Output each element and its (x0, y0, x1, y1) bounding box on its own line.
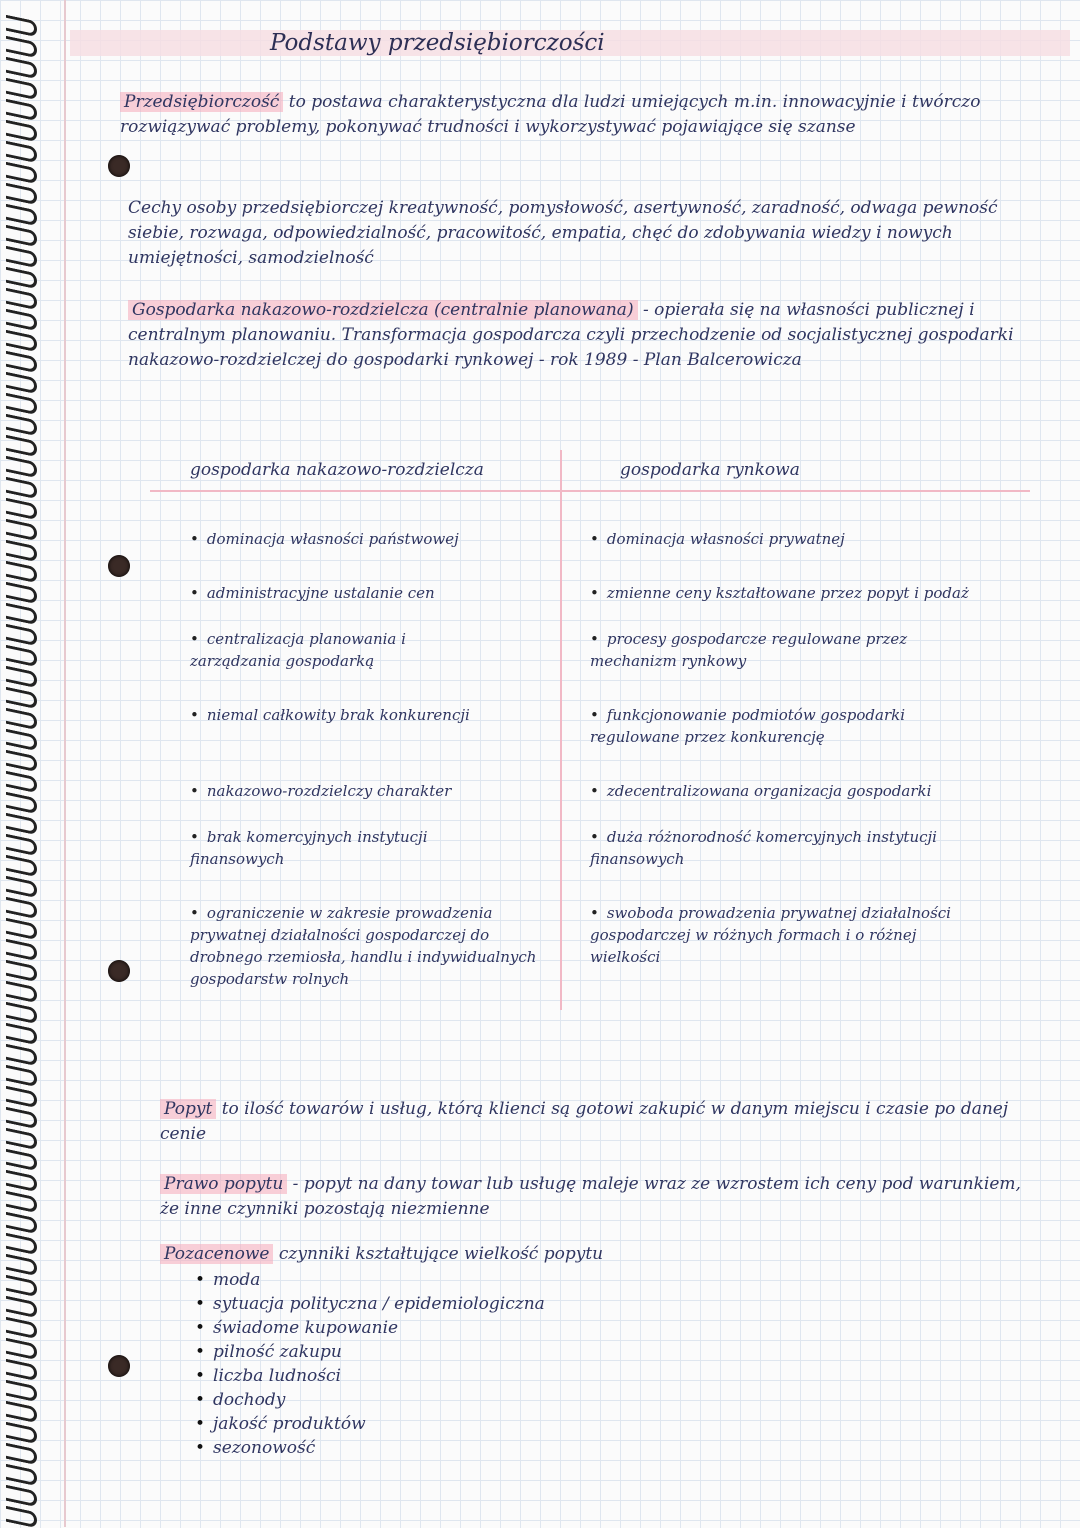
spiral-ring (6, 897, 37, 920)
definition-text: kreatywność, pomysłowość, asertywność, zaradność, odwaga pewność siebie, rozwaga, odpowiedzialność, pracowitość, empatia, chęć do zdobywania wiedzy i nowych umiejętności, samodzielność (128, 198, 998, 268)
spiral-ring (6, 120, 37, 143)
definition-przedsiebiorczosc (120, 90, 1010, 140)
spiral-ring (6, 309, 37, 332)
spiral-ring (6, 519, 37, 542)
definition-prawo-popytu (160, 1172, 1030, 1222)
spiral-ring (6, 582, 37, 605)
term-highlight: Gospodarka nakazowo-rozdzielcza (centralnie planowana) (128, 300, 638, 320)
definition-text: to ilość towarów i usług, którą klienci są gotowi zakupić w danym miejscu i czasie po danej cenie (160, 1099, 1009, 1144)
spiral-ring (6, 99, 37, 122)
list-item: • jakość produktów (195, 1412, 545, 1436)
spiral-ring (6, 1359, 37, 1382)
definition-text: - opierała się na własności publicznej i centralnym planowaniu. Transformacja gospodarcza czyli przechodzenie od socjalistycznej gospodarki nakazowo-rozdzielczej do gospodarki rynkowej - rok 1989 - Plan Balcerowicza (128, 300, 1014, 370)
comparison-table (150, 460, 1050, 1030)
margin-line (64, 0, 66, 1527)
spiral-ring (6, 624, 37, 647)
list-item: • sezonowość (195, 1436, 545, 1460)
spiral-ring (6, 246, 37, 269)
spiral-ring (6, 372, 37, 395)
spiral-ring (6, 330, 37, 353)
spiral-ring (6, 939, 37, 962)
spiral-ring (6, 750, 37, 773)
spiral-ring (6, 855, 37, 878)
spiral-ring (6, 834, 37, 857)
left-item: • brak komercyjnych instytucji finansowych (190, 826, 510, 870)
term-highlight: Przedsiębiorczość (120, 92, 283, 112)
table-divider (560, 450, 562, 1010)
spiral-ring (6, 1212, 37, 1235)
spiral-ring (6, 1338, 37, 1361)
spiral-ring (6, 813, 37, 836)
definition-gospodarka (128, 298, 1018, 373)
spiral-ring (6, 1044, 37, 1067)
spiral-ring (6, 1275, 37, 1298)
spiral-ring (6, 57, 37, 80)
spiral-ring (6, 1023, 37, 1046)
right-column-header: gospodarka rynkowa (620, 460, 800, 480)
definition-cechy (128, 196, 1018, 271)
punch-hole (108, 1355, 130, 1377)
spiral-ring (6, 561, 37, 584)
spiral-ring (6, 36, 37, 59)
left-column-header: gospodarka nakazowo-rozdzielcza (190, 460, 484, 480)
term-highlight: Popyt (160, 1099, 216, 1119)
left-item: • niemal całkowity brak konkurencji (190, 704, 490, 726)
spiral-ring (6, 1170, 37, 1193)
right-item: • procesy gospodarcze regulowane przez mechanizm rynkowy (590, 628, 970, 672)
spiral-ring (6, 1233, 37, 1256)
spiral-ring (6, 141, 37, 164)
spiral-ring (6, 288, 37, 311)
table-left-column (190, 460, 550, 988)
spiral-ring (6, 708, 37, 731)
spiral-ring (6, 477, 37, 500)
spiral-ring (6, 960, 37, 983)
spiral-ring (6, 1086, 37, 1109)
spiral-ring (6, 603, 37, 626)
left-item: • dominacja własności państwowej (190, 528, 540, 550)
spiral-ring (6, 351, 37, 374)
spiral-ring (6, 1254, 37, 1277)
spiral-ring (6, 78, 37, 101)
spiral-ring (6, 1464, 37, 1487)
left-item: • nakazowo-rozdzielczy charakter (190, 780, 540, 802)
list-item: • świadome kupowanie (195, 1316, 545, 1340)
right-item: • zmienne ceny kształtowane przez popyt i podaż (590, 582, 1010, 604)
right-item: • zdecentralizowana organizacja gospodarki (590, 780, 1010, 802)
table-header-line (150, 490, 1030, 492)
notebook-spiral (0, 0, 62, 1527)
spiral-ring (6, 1380, 37, 1403)
spiral-ring (6, 204, 37, 227)
spiral-ring (6, 267, 37, 290)
list-item: • moda (195, 1268, 545, 1292)
spiral-ring (6, 876, 37, 899)
spiral-ring (6, 1317, 37, 1340)
punch-hole (108, 555, 130, 577)
left-item: • centralizacja planowania i zarządzania gospodarką (190, 628, 490, 672)
spiral-ring (6, 162, 37, 185)
table-right-column (590, 460, 1030, 966)
spiral-ring (6, 792, 37, 815)
spiral-ring (6, 645, 37, 668)
spiral-ring (6, 225, 37, 248)
right-item: • dominacja własności prywatnej (590, 528, 1010, 550)
list-item: • liczba ludności (195, 1364, 545, 1388)
term-highlight: Prawo popytu (160, 1174, 287, 1194)
spiral-ring (6, 393, 37, 416)
spiral-ring (6, 1422, 37, 1445)
spiral-ring (6, 1443, 37, 1466)
spiral-ring (6, 1296, 37, 1319)
right-item: • duża różnorodność komercyjnych instytucji finansowych (590, 826, 970, 870)
spiral-ring (6, 918, 37, 941)
pozacenowe-heading (160, 1242, 1030, 1267)
spiral-ring (6, 729, 37, 752)
spiral-ring (6, 414, 37, 437)
spiral-ring (6, 1128, 37, 1151)
spiral-ring (6, 435, 37, 458)
spiral-ring (6, 1065, 37, 1088)
spiral-ring (6, 1107, 37, 1130)
left-item: • ograniczenie w zakresie prowadzenia prywatnej działalności gospodarczej do drobnego rzemiosła, handlu i indywidualnych gospodarstw rolnych (190, 902, 540, 990)
definition-popyt (160, 1097, 1020, 1147)
list-item: • sytuacja polityczna / epidemiologiczna (195, 1292, 545, 1316)
left-item: • administracyjne ustalanie cen (190, 582, 540, 604)
spiral-ring (6, 1485, 37, 1508)
spiral-ring (6, 1401, 37, 1424)
spiral-ring (6, 687, 37, 710)
definition-text: - popyt na dany towar lub usługę maleje wraz ze wzrostem ich ceny pod warunkiem, że inne czynniki pozostają niezmienne (160, 1174, 1021, 1219)
spiral-ring (6, 183, 37, 206)
spiral-ring (6, 1002, 37, 1025)
term-label: Cechy osoby przedsiębiorczej (128, 198, 384, 218)
spiral-ring (6, 666, 37, 689)
spiral-ring (6, 1506, 37, 1528)
heading-text: czynniki kształtujące wielkość popytu (273, 1244, 604, 1264)
spiral-ring (6, 540, 37, 563)
definition-text: to postawa charakterystyczna dla ludzi umiejących m.in. innowacyjnie i twórczo rozwiązywać problemy, pokonywać trudności i wykorzystywać pojawiające się szanse (120, 92, 981, 137)
spiral-ring (6, 15, 37, 38)
spiral-ring (6, 771, 37, 794)
pozacenowe-list (195, 1268, 545, 1460)
punch-hole (108, 960, 130, 982)
spiral-ring (6, 981, 37, 1004)
spiral-ring (6, 1191, 37, 1214)
list-item: • pilność zakupu (195, 1340, 545, 1364)
spiral-ring (6, 498, 37, 521)
page-title: Podstawy przedsiębiorczości (270, 30, 605, 56)
list-item: • dochody (195, 1388, 545, 1412)
right-item: • swoboda prowadzenia prywatnej działalności gospodarczej w różnych formach i o różnej wielkości (590, 902, 970, 968)
right-item: • funkcjonowanie podmiotów gospodarki regulowane przez konkurencję (590, 704, 970, 748)
term-highlight: Pozacenowe (160, 1244, 273, 1264)
punch-hole (108, 155, 130, 177)
spiral-ring (6, 456, 37, 479)
spiral-ring (6, 1149, 37, 1172)
